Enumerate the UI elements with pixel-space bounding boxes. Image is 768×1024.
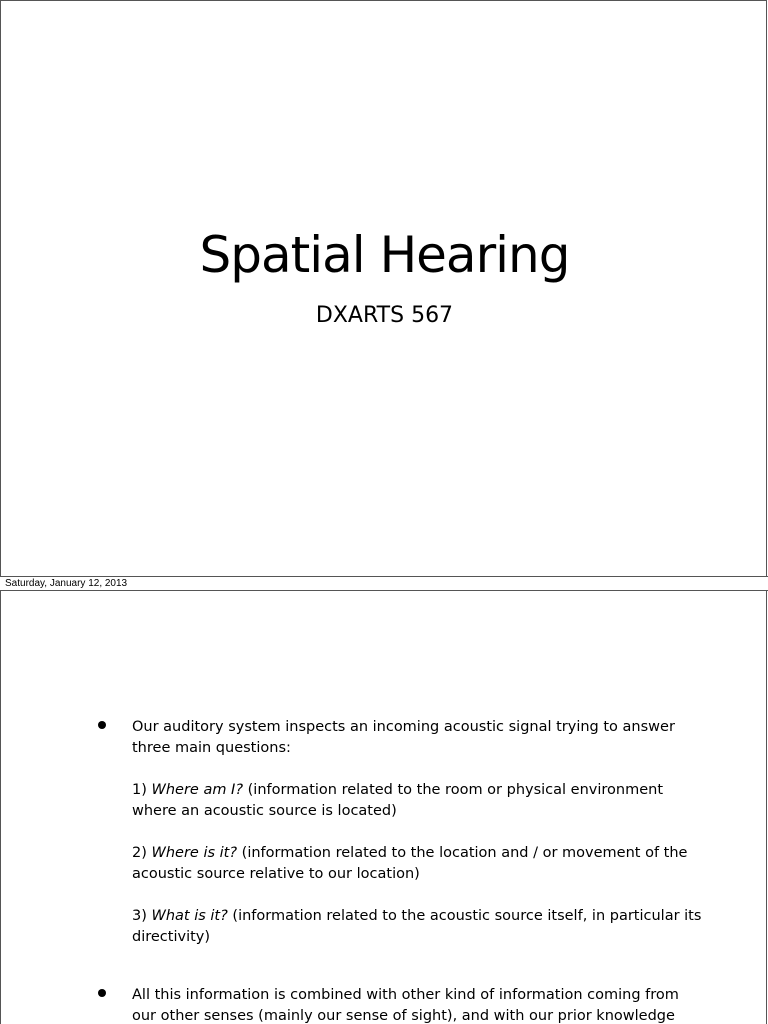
question-detail: (information related to the acoustic source itself, in particular its directivity) [132, 908, 702, 945]
slide-2 [0, 590, 767, 1024]
bullet-dot-icon [98, 989, 106, 997]
question-3 [132, 906, 702, 948]
footer-date: Saturday, January 12, 2013 [5, 578, 128, 589]
question-text: Where is it? [151, 845, 238, 861]
question-detail: (information related to the location and / or movement of the acoustic source relative to our location) [132, 845, 688, 882]
question-text: Where am I? [151, 782, 244, 798]
bullet-text [132, 985, 702, 1024]
bullet-text [132, 717, 702, 948]
page-footer [0, 576, 768, 591]
question-number: 2) [132, 845, 152, 861]
question-text: What is it? [151, 908, 228, 924]
bullet-intro: Our auditory system inspects an incoming acoustic signal trying to answer three main questions: [132, 719, 675, 756]
slide-subtitle: DXARTS 567 [315, 303, 454, 328]
bullet-dot-icon [98, 721, 106, 729]
slide-title: Spatial Hearing [199, 226, 570, 284]
question-2 [132, 843, 702, 885]
question-number: 3) [132, 908, 152, 924]
question-number: 1) [132, 782, 152, 798]
bullet-intro: All this information is combined with other kind of information coming from our other senses (mainly our sense of sight), and with our prior knowledge [132, 987, 679, 1024]
question-detail: (information related to the room or physical environment where an acoustic source is located) [132, 782, 664, 819]
question-1 [132, 780, 702, 822]
